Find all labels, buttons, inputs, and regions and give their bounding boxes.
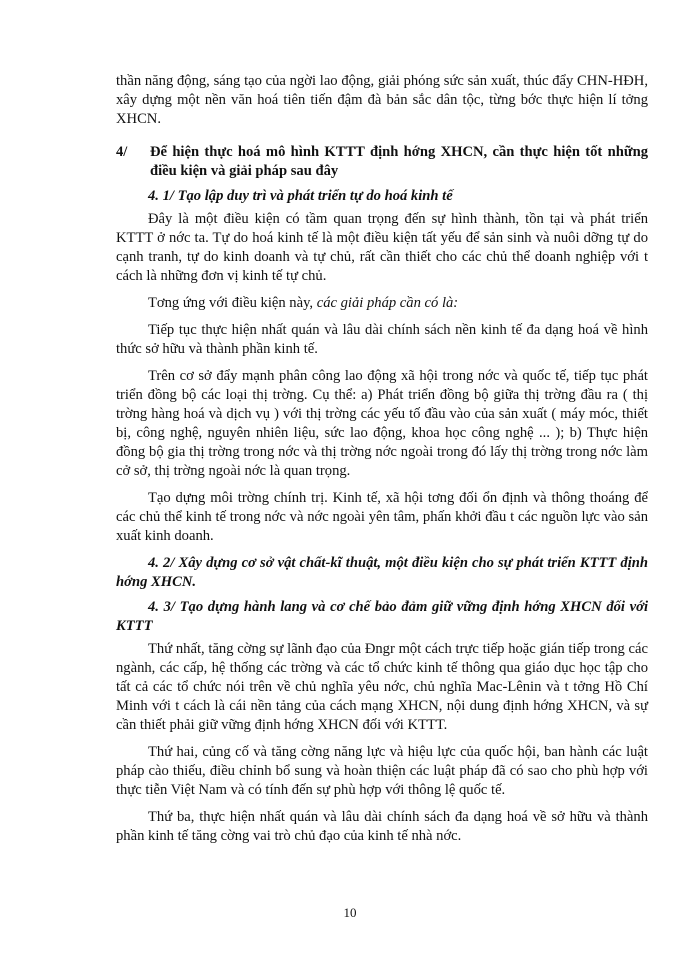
subsection-4-3-paragraph-1: Thứ nhất, tăng cờng sự lãnh đạo của Đngr một cách trực tiếp hoặc gián tiếp trong các ngành, các cấp, hệ thống các trờng và các tổ chức kinh tế thông qua giáo dục học tập cho tất cả các tổ chức nói trên về chủ nghĩa yêu nớc, chủ nghĩa Mac-Lênin và t tởng Hồ Chí Minh với t cách là cái nền tảng của cách mạng XHCN, nội dung định hớng XHCN, và sự cần thiết phải giữ vững định hớng XHCN đối với KTTT.: [116, 641, 648, 733]
subsection-4-1-paragraph-3: Tiếp tục thực hiện nhất quán và lâu dài chính sách nền kinh tế đa dạng hoá về hình thức sở hữu và thành phần kinh tế.: [116, 322, 648, 357]
solutions-intro-text: Tơng ứng với điều kiện này,: [148, 295, 317, 311]
section-4-title: Để hiện thực hoá mô hình KTTT định hớng XHCN, cần thực hiện tốt những điều kiện và giải pháp sau đây: [150, 144, 648, 179]
subsection-4-3-heading: 4. 3/ Tạo dựng hành lang và cơ chế bảo đảm giữ vững định hớng XHCN đối với KTTT: [116, 599, 648, 634]
section-4-heading: [116, 143, 648, 181]
subsection-4-1-paragraph-5: Tạo dựng môi trờng chính trị. Kinh tế, xã hội tơng đối ổn định và thông thoáng để các chủ thể kinh tế trong nớc và nớc ngoài yên tâm, phấn khởi đầu t các nguồn lực vào sản xuất kinh doanh.: [116, 490, 648, 544]
page-number: 10: [343, 905, 357, 920]
subsection-4-3-paragraph-2: Thứ hai, củng cố và tăng cờng năng lực và hiệu lực của quốc hội, ban hành các luật pháp cào thiếu, điều chỉnh bổ sung và hoàn thiện các luật pháp đã có sao cho phù hợp với thực tiễn Việt Nam và có tính đến sự phù hợp với thông lệ quốc tế.: [116, 744, 648, 798]
subsection-4-1-paragraph-4: Trên cơ sở đẩy mạnh phân công lao động xã hội trong nớc và quốc tế, tiếp tục phát triển đồng bộ các loại thị trờng. Cụ thể: a) Phát triển đồng bộ giữa thị trờng đầu ra ( thị trờng hàng hoá và dịch vụ ) với thị trờng các yếu tố đầu vào của sản xuất ( máy móc, thiết bị, công nghệ, nguyên nhiên liệu, sức lao động, khoa học công nghệ ... ); b) Thực hiện đồng bộ gia thị trờng trong nớc và thị trờng nớc ngoài trong đó lấy thị trờng trong nớc làm cở sở, thị trờng ngoài nớc là quan trọng.: [116, 368, 648, 479]
subsection-4-1-paragraph-2: [116, 294, 648, 313]
subsection-4-1-paragraph-1: Đây là một điều kiện có tầm quan trọng đến sự hình thành, tồn tại và phát triển KTTT ở nớc ta. Tự do hoá kinh tế là một điều kiện tất yếu để sản sinh và nuôi dỡng tự do cạnh tranh, tự do kinh doanh và tự chủ, rất cần thiết cho các chủ thể doanh nghiệp với t cách là những đơn vị kinh tế tự chủ.: [116, 211, 648, 284]
subsection-4-2-heading: 4. 2/ Xây dựng cơ sở vật chất-kĩ thuật, một điều kiện cho sự phát triển KTTT định hớng XHCN.: [116, 555, 648, 590]
subsection-4-3-paragraph-3: Thứ ba, thực hiện nhất quán và lâu dài chính sách đa dạng hoá về sở hữu và thành phần kinh tế tăng cờng vai trò chủ đạo của kinh tế nhà nớc.: [116, 809, 648, 844]
document-page: [116, 72, 648, 854]
section-4-number: 4/: [116, 144, 128, 160]
solutions-intro-italic: các giải pháp cần có là:: [316, 295, 459, 311]
subsection-4-1-heading: 4. 1/ Tạo lập duy trì và phát triển tự do hoá kinh tế: [148, 188, 453, 204]
intro-paragraph: thần năng động, sáng tạo của ngời lao động, giải phóng sức sản xuất, thúc đẩy CHN-HĐH, xây dựng một nền văn hoá tiên tiến đậm đà bản sắc dân tộc, từng bớc thực hiện lí tởng XHCN.: [116, 73, 648, 127]
